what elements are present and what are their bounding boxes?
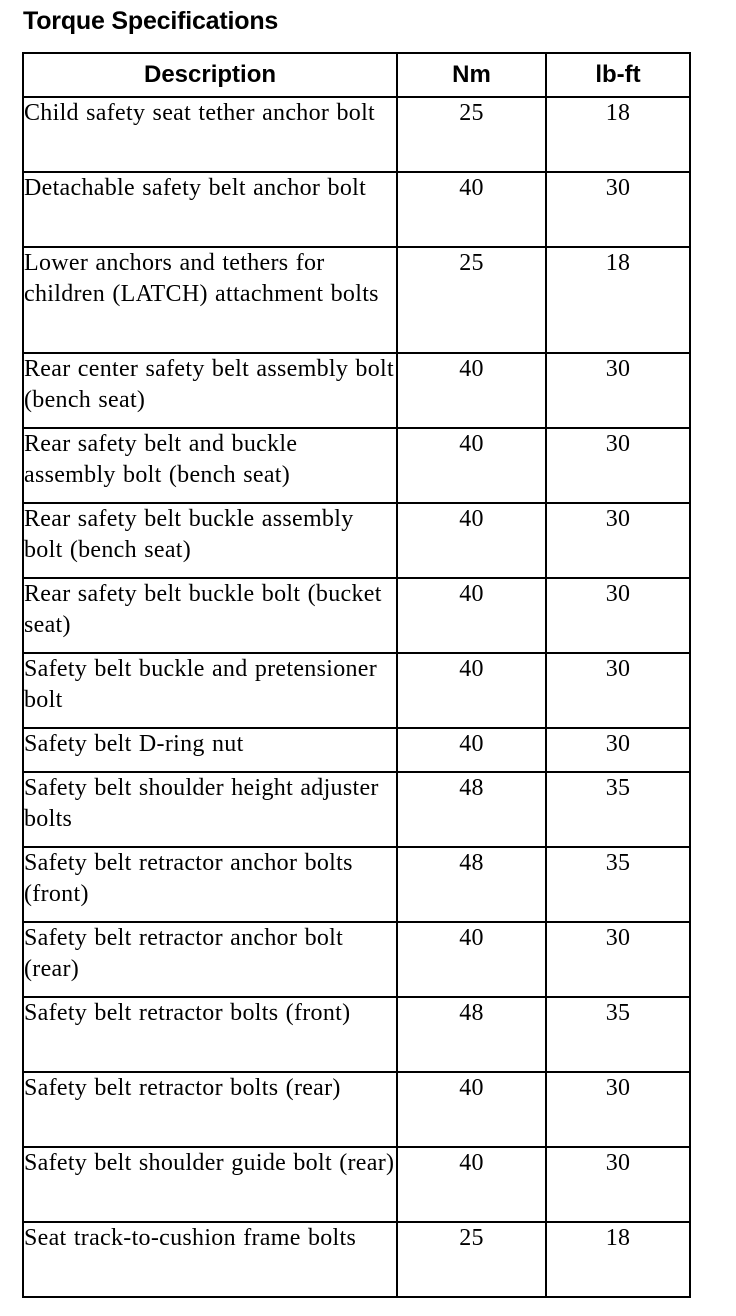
cell-nm: 40 (397, 503, 546, 578)
cell-nm: 40 (397, 653, 546, 728)
cell-description: Detachable safety belt anchor bolt (23, 172, 397, 247)
cell-lbft: 30 (546, 1147, 690, 1222)
table-row (23, 172, 690, 247)
cell-description: Rear safety belt buckle bolt (bucket seat) (23, 578, 397, 653)
cell-description: Safety belt buckle and pretensioner bolt (23, 653, 397, 728)
cell-description: Safety belt shoulder height adjuster bolts (23, 772, 397, 847)
table-row (23, 97, 690, 172)
cell-description: Safety belt retractor bolts (rear) (23, 1072, 397, 1147)
cell-lbft: 30 (546, 428, 690, 503)
cell-nm: 40 (397, 922, 546, 997)
cell-description: Rear center safety belt assembly bolt (bench seat) (23, 353, 397, 428)
cell-nm: 40 (397, 578, 546, 653)
page-title: Torque Specifications (23, 7, 279, 35)
cell-description: Lower anchors and tethers for children (LATCH) attachment bolts (23, 247, 397, 353)
cell-nm: 48 (397, 847, 546, 922)
cell-description: Safety belt retractor anchor bolt (rear) (23, 922, 397, 997)
cell-description: Rear safety belt and buckle assembly bolt (bench seat) (23, 428, 397, 503)
table-row (23, 922, 690, 997)
torque-spec-table (22, 52, 691, 1298)
table-row (23, 247, 690, 353)
cell-nm: 40 (397, 728, 546, 772)
cell-description: Seat track-to-cushion frame bolts (23, 1222, 397, 1297)
table-row (23, 772, 690, 847)
cell-nm: 40 (397, 428, 546, 503)
cell-nm: 48 (397, 997, 546, 1072)
cell-nm: 40 (397, 172, 546, 247)
cell-nm: 40 (397, 1147, 546, 1222)
table-row (23, 428, 690, 503)
cell-nm: 40 (397, 353, 546, 428)
cell-lbft: 18 (546, 1222, 690, 1297)
cell-lbft: 30 (546, 578, 690, 653)
table-row (23, 503, 690, 578)
cell-description: Safety belt retractor anchor bolts (front) (23, 847, 397, 922)
cell-nm: 40 (397, 1072, 546, 1147)
cell-lbft: 30 (546, 172, 690, 247)
table-body (23, 97, 690, 1297)
table-row (23, 728, 690, 772)
cell-lbft: 30 (546, 503, 690, 578)
cell-description: Safety belt retractor bolts (front) (23, 997, 397, 1072)
cell-lbft: 30 (546, 728, 690, 772)
cell-nm: 25 (397, 247, 546, 353)
cell-nm: 25 (397, 1222, 546, 1297)
cell-description: Child safety seat tether anchor bolt (23, 97, 397, 172)
header-lbft: lb-ft (546, 53, 690, 97)
cell-description: Rear safety belt buckle assembly bolt (bench seat) (23, 503, 397, 578)
table-row (23, 1072, 690, 1147)
cell-description: Safety belt shoulder guide bolt (rear) (23, 1147, 397, 1222)
cell-nm: 25 (397, 97, 546, 172)
cell-lbft: 18 (546, 247, 690, 353)
cell-lbft: 18 (546, 97, 690, 172)
table-row (23, 353, 690, 428)
cell-lbft: 30 (546, 922, 690, 997)
table-row (23, 1222, 690, 1297)
cell-lbft: 30 (546, 653, 690, 728)
header-nm: Nm (397, 53, 546, 97)
table-row (23, 997, 690, 1072)
table-header-row (23, 53, 690, 97)
table-row (23, 847, 690, 922)
cell-lbft: 35 (546, 772, 690, 847)
table-row (23, 578, 690, 653)
cell-lbft: 35 (546, 847, 690, 922)
cell-lbft: 35 (546, 997, 690, 1072)
header-description: Description (23, 53, 397, 97)
cell-description: Safety belt D-ring nut (23, 728, 397, 772)
table-row (23, 653, 690, 728)
cell-lbft: 30 (546, 1072, 690, 1147)
cell-lbft: 30 (546, 353, 690, 428)
cell-nm: 48 (397, 772, 546, 847)
table-row (23, 1147, 690, 1222)
